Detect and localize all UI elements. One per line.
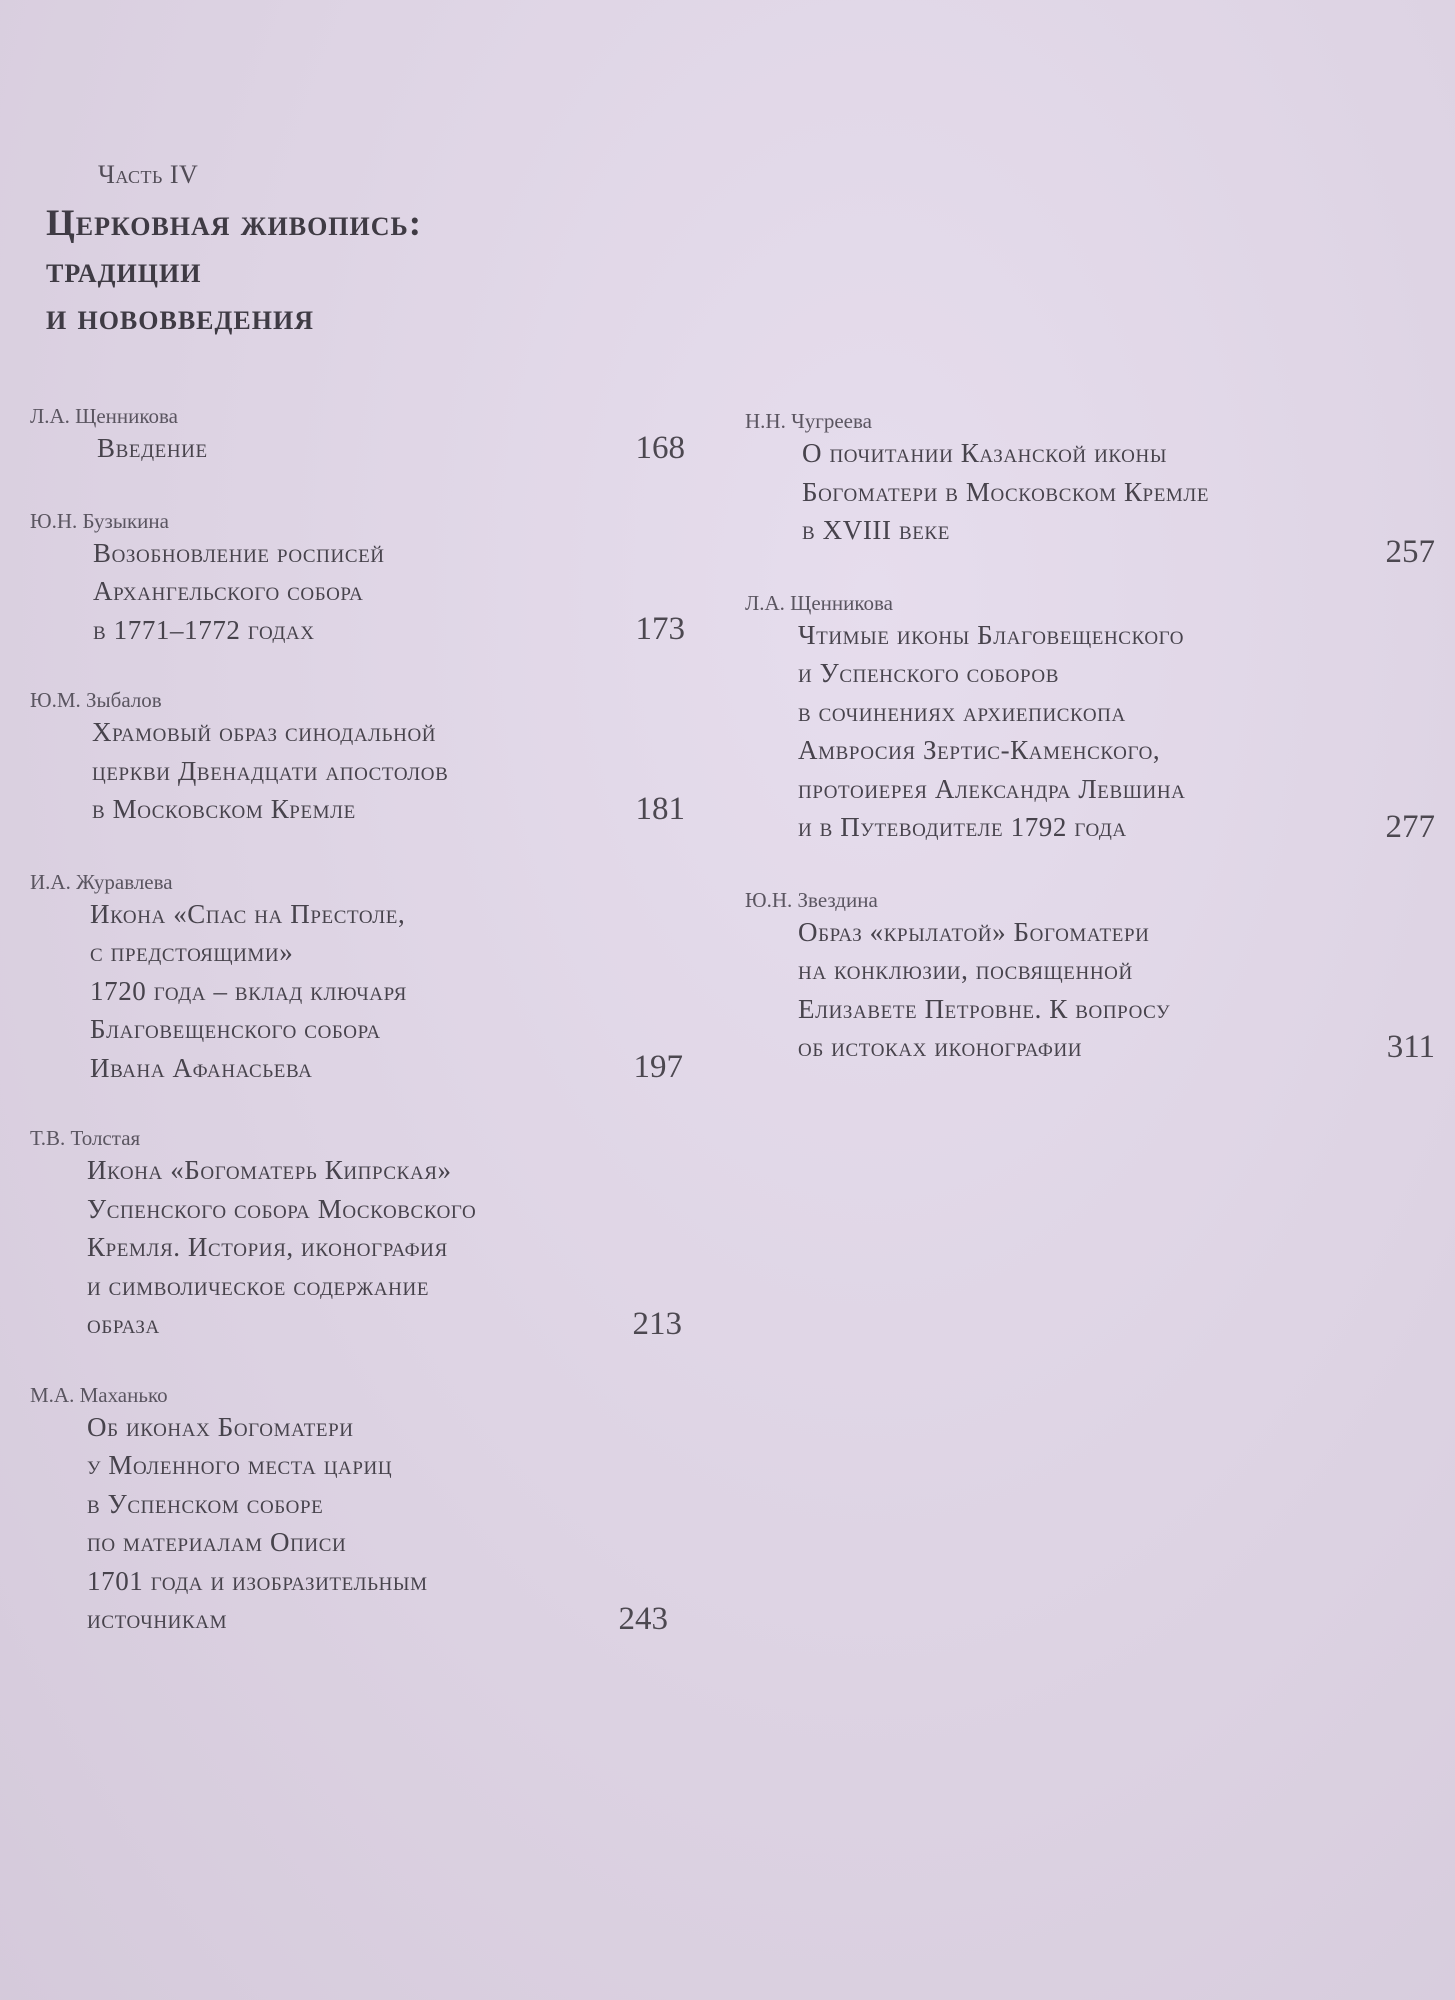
entry-title: Об иконах Богоматери у Моленного места цариц в Успенском соборе по материалам Описи 1701 года и изобразительным источникам <box>87 1411 428 1634</box>
part-label: Часть IV <box>98 160 199 189</box>
entry-title: Храмовый образ синодальной церкви Двенадцати апостолов в Московском Кремле <box>92 717 449 824</box>
entry-author: Н.Н. Чугреева <box>745 409 872 433</box>
toc-entry[interactable] <box>745 408 1435 570</box>
entry-author: Ю.Н. Бузыкина <box>30 508 169 533</box>
entry-page-number: 168 <box>635 429 685 466</box>
entry-title: Чтимые иконы Благовещенского и Успенского соборов в сочинениях архиепископа Амвросия Зертис-Каменского, протоиерея Александра Левшина и в Путеводителе 1792 года <box>798 619 1186 842</box>
entry-author: Ю.Н. Звездина <box>745 887 878 912</box>
entry-author: Т.В. Толстая <box>30 1126 141 1150</box>
entry-page-number: 173 <box>635 611 685 647</box>
toc-entry[interactable] <box>745 887 1435 1067</box>
toc-entry[interactable] <box>30 1125 680 1344</box>
entry-title: Икона «Спас на Престоле, с предстоящими» 1720 года – вклад ключаря Благовещенского собора Ивана Афанасьева <box>90 898 407 1083</box>
toc-entry[interactable] <box>30 508 685 650</box>
part-title-line: Церковная живопись: <box>46 203 423 244</box>
toc-entry[interactable] <box>30 687 685 829</box>
entry-author: И.А. Журавлева <box>30 869 173 894</box>
entry-author: М.А. Маханько <box>30 1382 168 1407</box>
toc-entry[interactable] <box>30 869 683 1088</box>
entry-page-number: 257 <box>1385 533 1435 570</box>
toc-right-column <box>745 408 1435 1067</box>
part-title-line: и нововведения <box>46 297 314 338</box>
entry-page-number: 311 <box>1386 1028 1435 1065</box>
entry-title: Введение <box>97 433 208 463</box>
entry-author: Л.А. Щенникова <box>30 404 178 428</box>
entry-title: Возобновление росписей Архангельского собора в 1771–1772 годах <box>93 537 385 645</box>
entry-title: Икона «Богоматерь Кипрская» Успенского собора Московского Кремля. История, иконография и символическое содержание образа <box>87 1155 477 1339</box>
toc-entry[interactable] <box>30 403 685 468</box>
entry-page-number: 197 <box>633 1049 683 1085</box>
entry-page-number: 243 <box>618 1600 668 1637</box>
entry-author: Ю.М. Зыбалов <box>30 688 162 712</box>
entry-title: Образ «крылатой» Богоматери на конклюзии, посвященной Елизавете Петровне. К вопросу об истоках иконографии <box>798 916 1171 1062</box>
toc-entry[interactable] <box>745 590 1435 847</box>
entry-title: О почитании Казанской иконы Богоматери в Московском Кремле в XVIII веке <box>802 438 1210 545</box>
entry-page-number: 181 <box>635 790 685 827</box>
part-title-line: традиции <box>46 250 202 291</box>
toc-entry[interactable] <box>30 1382 680 1639</box>
part-title <box>46 200 746 341</box>
toc-left-column <box>30 403 685 1639</box>
entry-page-number: 213 <box>632 1305 682 1342</box>
entry-author: Л.А. Щенникова <box>745 590 893 615</box>
entry-page-number: 277 <box>1385 808 1435 845</box>
